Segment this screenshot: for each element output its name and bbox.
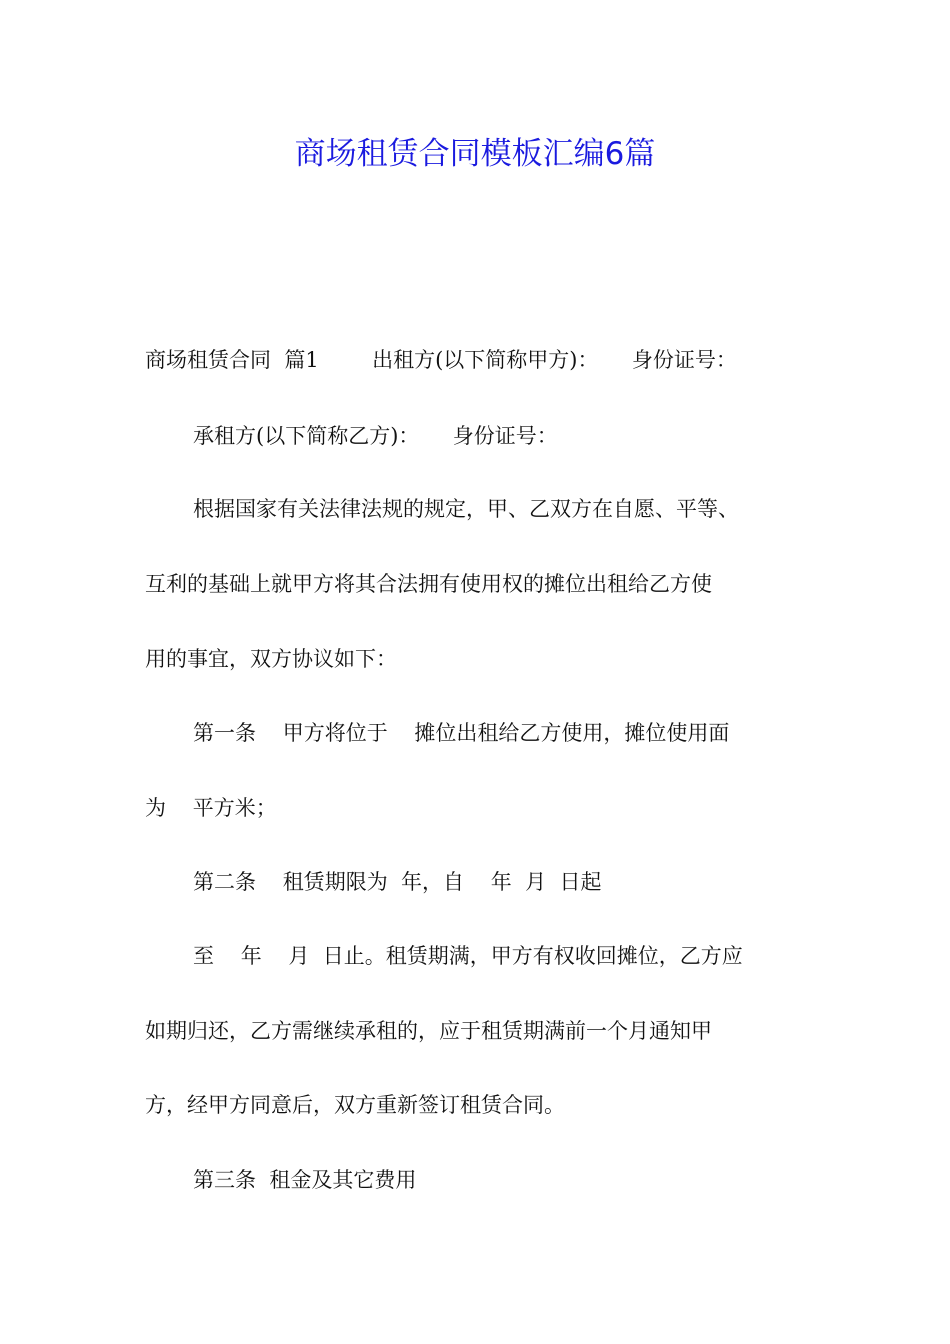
paragraph-line-preamble-2: 互利的基础上就甲方将其合法拥有使用权的摊位出租给乙方使 xyxy=(145,572,712,596)
paragraph-line-preamble-3: 用的事宜，双方协议如下： xyxy=(145,647,397,671)
paragraph-line-preamble-1: 根据国家有关法律法规的规定，甲、乙双方在自愿、平等、 xyxy=(193,497,739,521)
paragraph-line-article-1a: 第一条 甲方将位于 摊位出租给乙方使用，摊位使用面 xyxy=(193,721,730,745)
paragraph-line-lessee: 承租方(以下简称乙方)： 身份证号： xyxy=(193,424,558,448)
paragraph-line-article-2c: 如期归还，乙方需继续承租的，应于租赁期满前一个月通知甲 xyxy=(145,1019,712,1043)
paragraph-line-header: 商场租赁合同 篇1 出租方(以下简称甲方)： 身份证号： xyxy=(145,348,737,372)
paragraph-line-article-2b: 至 年 月 日止。租赁期满，甲方有权收回摊位，乙方应 xyxy=(193,944,743,968)
paragraph-line-article-2d: 方，经甲方同意后，双方重新签订租赁合同。 xyxy=(145,1093,565,1117)
paragraph-line-article-1b: 为 平方米； xyxy=(145,796,277,820)
paragraph-line-article-3: 第三条 租金及其它费用 xyxy=(193,1168,417,1192)
paragraph-line-article-2a: 第二条 租赁期限为 年，自 年 月 日起 xyxy=(193,870,602,894)
document-title: 商场租赁合同模板汇编6篇 xyxy=(294,136,656,172)
